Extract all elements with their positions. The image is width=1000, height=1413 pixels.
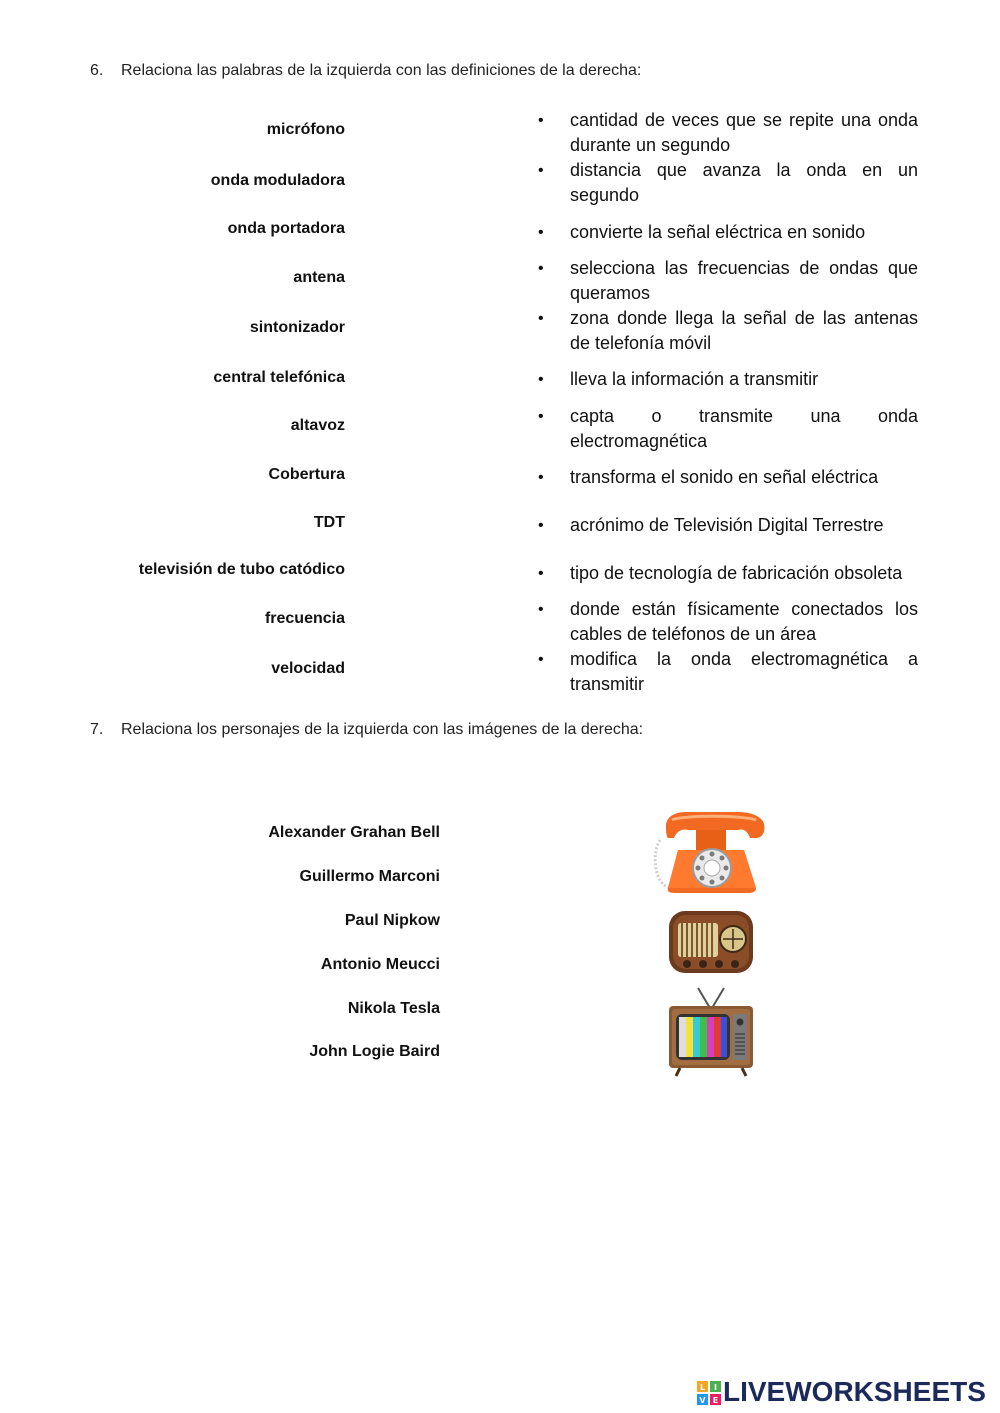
term-item: central telefónica: [213, 369, 345, 386]
bullet: •: [538, 224, 544, 241]
radio-icon: [667, 907, 755, 977]
definition-text: cantidad de veces que se repite una onda durante un segundo: [570, 110, 918, 155]
bullet: •: [538, 112, 544, 129]
bullet: •: [538, 601, 544, 618]
bullet: •: [538, 469, 544, 486]
term-item: frecuencia: [264, 610, 345, 627]
term-item: velocidad: [271, 660, 345, 677]
logo-text: LIVEWORKSHEETS: [723, 1376, 986, 1407]
bullet: •: [538, 310, 544, 327]
term-item: onda portadora: [227, 220, 345, 237]
term-item: micrófono: [266, 121, 345, 138]
person-item: Guillermo Marconi: [299, 868, 440, 885]
logo-letter: I: [714, 1383, 717, 1392]
question-number: 7.: [90, 721, 104, 738]
logo-mark-icon: [697, 1381, 721, 1405]
term-item: antena: [293, 269, 345, 286]
bullet: •: [538, 651, 544, 668]
definition-text: capta o transmite una onda electromagnética: [570, 406, 918, 451]
definition-text: modifica la onda electromagnética a transmitir: [570, 649, 918, 694]
liveworksheets-logo: [697, 1378, 997, 1408]
term-item: televisión de tubo catódico: [138, 561, 345, 578]
definition-text: selecciona las frecuencias de ondas que queramos: [570, 258, 918, 303]
bullet: •: [538, 408, 544, 425]
definition-text: acrónimo de Televisión Digital Terrestre: [570, 515, 884, 535]
definition-text: distancia que avanza la onda en un segundo: [570, 160, 918, 205]
bullet: •: [538, 260, 544, 277]
bullet: •: [538, 162, 544, 179]
bullet: •: [538, 371, 544, 388]
term-item: TDT: [313, 514, 345, 531]
term-item: altavoz: [290, 417, 345, 434]
definition-text: zona donde llega la señal de las antenas de telefonía móvil: [570, 308, 918, 353]
person-item: Nikola Tesla: [347, 1000, 440, 1017]
term-item: Cobertura: [268, 466, 345, 483]
person-item: John Logie Baird: [309, 1043, 440, 1060]
bullet: •: [538, 517, 544, 534]
definition-text: lleva la información a transmitir: [570, 369, 819, 389]
definition-text: transforma el sonido en señal eléctrica: [570, 467, 879, 487]
term-item: sintonizador: [249, 319, 345, 336]
logo-letter: V: [699, 1396, 706, 1405]
question-7-title: [90, 721, 643, 739]
person-item: Alexander Grahan Bell: [268, 824, 440, 841]
question-text: Relaciona los personajes de la izquierda con las imágenes de la derecha:: [121, 721, 644, 738]
logo-letter: E: [712, 1396, 719, 1405]
definition-text: convierte la señal eléctrica en sonido: [570, 222, 866, 242]
term-item: onda moduladora: [210, 172, 345, 189]
person-item: Paul Nipkow: [344, 912, 440, 929]
question-6-title: [90, 62, 641, 80]
question-text: Relaciona las palabras de la izquierda con las definiciones de la derecha:: [121, 62, 642, 79]
person-item: Antonio Meucci: [320, 956, 440, 973]
definition-text: donde están físicamente conectados los cables de teléfonos de un área: [570, 599, 918, 644]
telephone-icon: [652, 810, 770, 894]
logo-letter: L: [699, 1383, 706, 1392]
bullet: •: [538, 565, 544, 582]
definition-text: tipo de tecnología de fabricación obsoleta: [570, 563, 903, 583]
television-icon: [666, 986, 756, 1078]
question-number: 6.: [90, 62, 104, 79]
